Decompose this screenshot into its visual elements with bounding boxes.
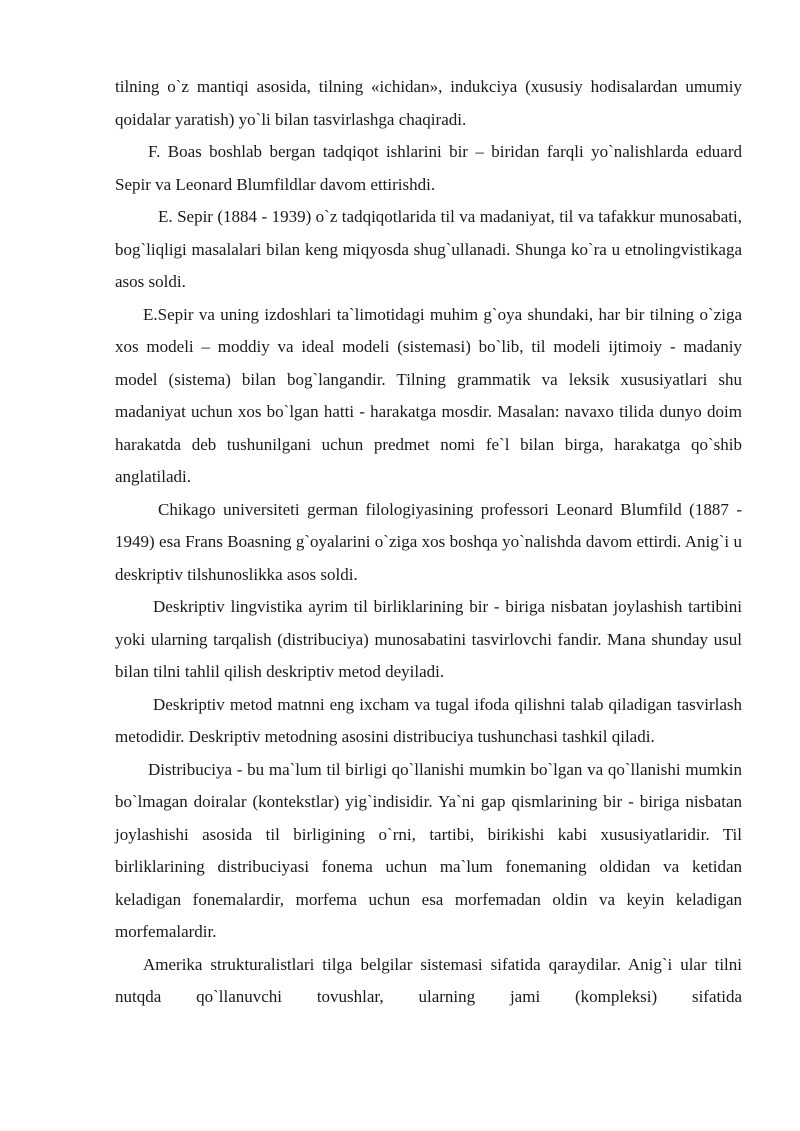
paragraph-8: Distribuciya - bu ma`lum til birligi qo`llanishi mumkin bo`lgan va qo`llanishi mumkin bo`lmagan doiralar (kontekstlar) yig`indisidir. Ya`ni gap qismlarining bir - biriga nisbatan joylashishi asosida til birligining o`rni, tartibi, birikishi kabi xususiyatlaridir. Til birliklarining distribuciyasi fonema uchun ma`lum fonemaning oldidan va ketidan keladigan fonemalardir, morfema uchun esa morfemadan oldin va keyin keladigan morfemalardir. xyxy=(115,759,742,941)
paragraph-1: tilning o`z mantiqi asosida, tilning «ichidan», indukciya (xususiy hodisalardan umumiy qoidalar yaratish) yo`li bilan tasvirlashga chaqiradi. xyxy=(115,77,742,129)
paragraph-9: Amerika strukturalistlari tilga belgilar sistemasi sifatida qaraydilar. Anig`i ular tilni nutqda qo`llanuvchi tovushlar, ularning jami (kompleksi) sifatida xyxy=(115,954,742,1006)
paragraph-7: Deskriptiv metod matnni eng ixcham va tugal ifoda qilishni talab qiladigan tasvirlash metodidir. Deskriptiv metodning asosini distribuciya tushunchasi tashkil qiladi. xyxy=(115,694,742,746)
paragraph-3: E. Sepir (1884 - 1939) o`z tadqiqotlarida til va madaniyat, til va tafakkur munosabati, bog`liqligi masalalari bilan keng miqyosda shug`ullanadi. Shunga ko`ra u etnolingvistikaga asos soldi. xyxy=(115,207,742,291)
paragraph-4: E.Sepir va uning izdoshlari ta`limotidagi muhim g`oya shundaki, har bir tilning o`ziga xos modeli – moddiy va ideal modeli (sistemasi) bo`lib, til modeli ijtimoiy - madaniy model (sistema) bilan bog`langandir. Tilning grammatik va leksik xususiyatlari shu madaniyat uchun xos bo`lgan hatti - harakatga mosdir. Masalan: navaxo tilida dunyo doim harakatda deb tushunilgani uchun predmet nomi fe`l bilan birga, harakatga qo`shib anglatiladi. xyxy=(115,304,742,486)
paragraph-6: Deskriptiv lingvistika ayrim til birliklarining bir - biriga nisbatan joylashish tartibini yoki ularning tarqalish (distribuciya) munosabatini tasvirlovchi fandir. Mana shunday usul bilan tilni tahlil qilish deskriptiv metod deyiladi. xyxy=(115,597,742,681)
paragraph-2: F. Boas boshlab bergan tadqiqot ishlarini bir – biridan farqli yo`nalishlarda eduard Sepir va Leonard Blumfildlar davom ettirishdi. xyxy=(115,142,742,194)
paragraph-5: Chikago universiteti german filologiyasining professori Leonard Blumfild (1887 - 1949) esa Frans Boasning g`oyalarini o`ziga xos boshqa yo`nalishda davom ettirdi. Anig`i u deskriptiv tilshunoslikka asos soldi. xyxy=(115,499,742,584)
